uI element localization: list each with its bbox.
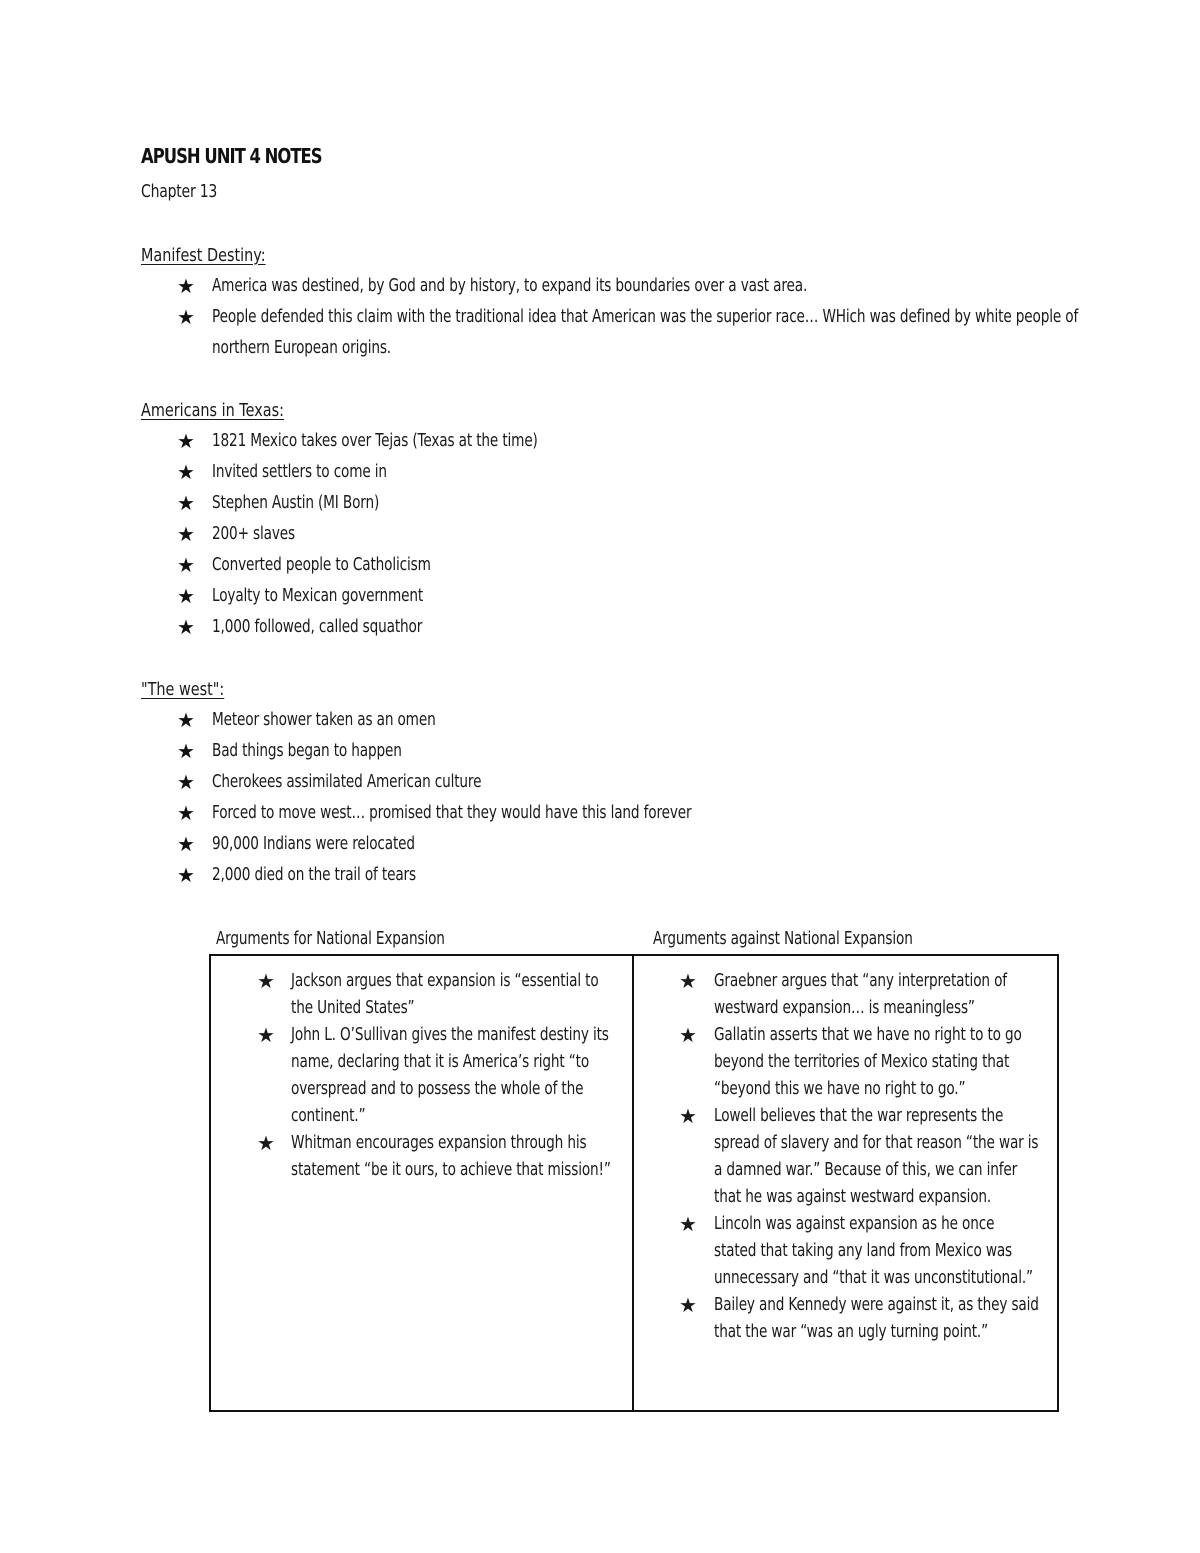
star-bullet-icon: ★ — [177, 770, 195, 794]
column-header-for: Arguments for National Expansion — [216, 929, 445, 949]
list-item: ★ Bailey and Kennedy were against it, as they said that the war “was an ugly turning point.” — [679, 1293, 1039, 1342]
list-item: ★ Gallatin asserts that we have no right to to go beyond the territories of Mexico stating that “beyond this we have no right to go.” — [679, 1023, 1022, 1099]
star-bullet-icon: ★ — [177, 274, 195, 298]
list-item: ★ 1821 Mexico takes over Tejas (Texas at the time) — [141, 426, 1061, 457]
list-item: ★ Converted people to Catholicism — [141, 550, 1061, 581]
section-manifest-destiny — [141, 240, 1079, 364]
list-item: ★ Meteor shower taken as an omen — [141, 705, 1061, 736]
star-bullet-icon: ★ — [679, 1293, 697, 1317]
star-bullet-icon: ★ — [679, 1023, 697, 1047]
star-bullet-icon: ★ — [177, 429, 195, 453]
star-bullet-icon: ★ — [177, 553, 195, 577]
star-bullet-icon: ★ — [177, 460, 195, 484]
list-item: ★ Graebner argues that “any interpretation of westward expansion… is meaningless” — [679, 969, 1007, 1018]
list-item: ★ Loyalty to Mexican government — [141, 581, 1061, 612]
list-item: ★ 1,000 followed, called squathor — [141, 612, 1061, 643]
list-item: ★ Stephen Austin (MI Born) — [141, 488, 1061, 519]
list-item: ★ People defended this claim with the traditional idea that American was the superior race… WHich was defined by white people of northern European origins. — [141, 302, 1061, 364]
document-title: APUSH UNIT 4 NOTES — [141, 144, 322, 168]
column-against-expansion — [634, 956, 1057, 1410]
section-heading: Manifest Destiny: — [141, 245, 266, 266]
star-bullet-icon: ★ — [679, 1212, 697, 1236]
star-bullet-icon: ★ — [679, 1104, 697, 1128]
star-bullet-icon: ★ — [177, 305, 195, 329]
section-the-west — [141, 674, 1061, 891]
star-bullet-icon: ★ — [177, 522, 195, 546]
section-heading: Americans in Texas: — [141, 400, 284, 421]
list-item: ★ 90,000 Indians were relocated — [141, 829, 1061, 860]
bullet-list — [141, 426, 1061, 643]
list-item: ★ Lincoln was against expansion as he once stated that taking any land from Mexico was unnecessary and “that it was unconstitutional.” — [679, 1212, 1033, 1288]
star-bullet-icon: ★ — [177, 615, 195, 639]
star-bullet-icon: ★ — [177, 708, 195, 732]
list-item: ★ John L. O’Sullivan gives the manifest destiny its name, declaring that it is America’s right “to overspread and to possess the whole of the continent.” — [257, 1023, 609, 1126]
star-bullet-icon: ★ — [679, 969, 697, 993]
list-item: ★ Forced to move west… promised that they would have this land forever — [141, 798, 1061, 829]
list-item: ★ 200+ slaves — [141, 519, 1061, 550]
star-bullet-icon: ★ — [257, 1131, 275, 1155]
list-item: ★ Whitman encourages expansion through his statement “be it ours, to achieve that mission!” — [257, 1131, 611, 1180]
arguments-table — [209, 924, 1059, 1342]
star-bullet-icon: ★ — [257, 969, 275, 993]
table-grid — [209, 954, 1059, 1412]
section-heading: "The west": — [141, 679, 225, 700]
star-bullet-icon: ★ — [177, 491, 195, 515]
list-item: ★ America was destined, by God and by history, to expand its boundaries over a vast area. — [141, 271, 1061, 302]
bullet-list — [141, 705, 1061, 891]
star-bullet-icon: ★ — [177, 801, 195, 825]
list-item: ★ Bad things began to happen — [141, 736, 1061, 767]
star-bullet-icon: ★ — [177, 863, 195, 887]
chapter-subtitle: Chapter 13 — [141, 181, 218, 202]
star-bullet-icon: ★ — [257, 1023, 275, 1047]
list-item: ★ Invited settlers to come in — [141, 457, 1061, 488]
column-header-against: Arguments against National Expansion — [653, 929, 913, 949]
bullet-list — [141, 271, 1079, 364]
list-item: ★ Jackson argues that expansion is “essential to the United States” — [257, 969, 599, 1018]
star-bullet-icon: ★ — [177, 584, 195, 608]
list-item: ★ Lowell believes that the war represents the spread of slavery and for that reason “the war is a damned war.” Because of this, we can infer that he was against westward expansion. — [679, 1104, 1039, 1207]
star-bullet-icon: ★ — [177, 832, 195, 856]
table-header-row — [209, 924, 1059, 954]
list-item: ★ Cherokees assimilated American culture — [141, 767, 1061, 798]
column-for-expansion — [211, 956, 634, 1410]
list-item: ★ 2,000 died on the trail of tears — [141, 860, 1061, 891]
section-americans-in-texas — [141, 395, 1061, 643]
star-bullet-icon: ★ — [177, 739, 195, 763]
